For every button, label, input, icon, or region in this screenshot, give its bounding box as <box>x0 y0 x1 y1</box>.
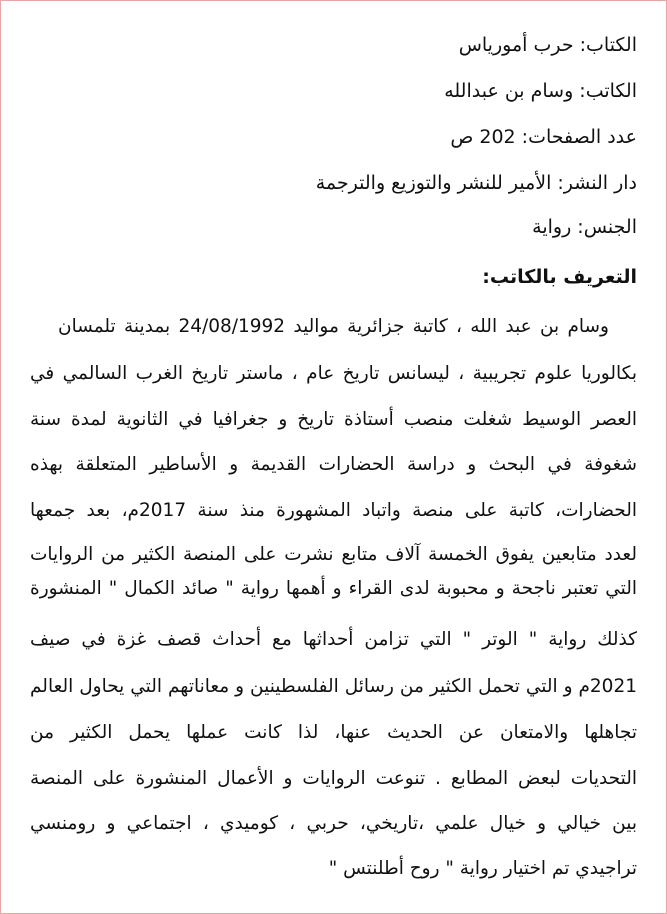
page-count-line: عدد الصفحات: 202 ص <box>450 126 637 148</box>
section-heading: التعريف بالكاتب: <box>482 266 637 288</box>
paragraph-line-11: التحديات لبعض المطابع . تنوعت الروايات و الأعمال المنشورة على المنصة <box>30 768 637 789</box>
genre-line: الجنس: رواية <box>532 216 637 238</box>
paragraph-line-8: كذلك رواية " الوتر " التي تزامن أحداثها مع أحداث قصف غزة في صيف <box>30 629 637 650</box>
paragraph-line-6: لعدد متابعين يفوق الخمسة آلاف متابع نشرت على المنصة الكثير من الروايات <box>30 544 637 565</box>
book-title-line: الكتاب: حرب أموريا‌س <box>458 34 637 56</box>
paragraph-line-10: تجاهلها والامتعان عن الحديث عنها، لذا كانت عملها يحمل الكثير من <box>30 722 637 743</box>
paragraph-line-1: وسام بن عبد الله ، كاتبة جزائرية مواليد 24/08/1992 بمدينة تلمسان <box>58 316 609 337</box>
paragraph-line-7: التي تعتبر ناجحة و محبوبة لدى القراء و أهمها رواية " صائد الكمال " المنشورة <box>30 578 637 599</box>
paragraph-line-12: بين خيالي و خيال علمي ،تاريخي، حربي ، كوميدي ، اجتماعي و رومنسي <box>30 813 637 834</box>
author-line: الكاتب: وسام بن عبدالله <box>444 80 637 102</box>
paragraph-line-13: تراجيدي تم اختيار رواية " روح أطلنتس " <box>328 858 637 879</box>
paragraph-line-2: بكالوريا علوم تجريبية ، ليسانس تاريخ عام ، ماستر تاريخ الغرب السالمي في <box>30 363 637 384</box>
paragraph-line-9: 2021م و التي تحمل الكثير من رسائل الفلسطينين و معاناتهم التي يحاول العالم <box>30 676 637 697</box>
paragraph-line-5: الحضارات، كاتبة على منصة واتباد المشهورة منذ سنة 2017م، بعد جمعها <box>30 500 637 521</box>
publisher-line: دار النشر: الأمير للنشر والتوزيع والترجمة <box>315 172 637 194</box>
paragraph-line-4: شغوفة في البحث و دراسة الحضارات القديمة و الأساطير المتعلقة بهذه <box>30 454 637 475</box>
paragraph-line-3: العصر الوسيط شغلت منصب أستاذة تاريخ و جغرافيا في الثانوية لمدة سنة <box>30 409 637 430</box>
